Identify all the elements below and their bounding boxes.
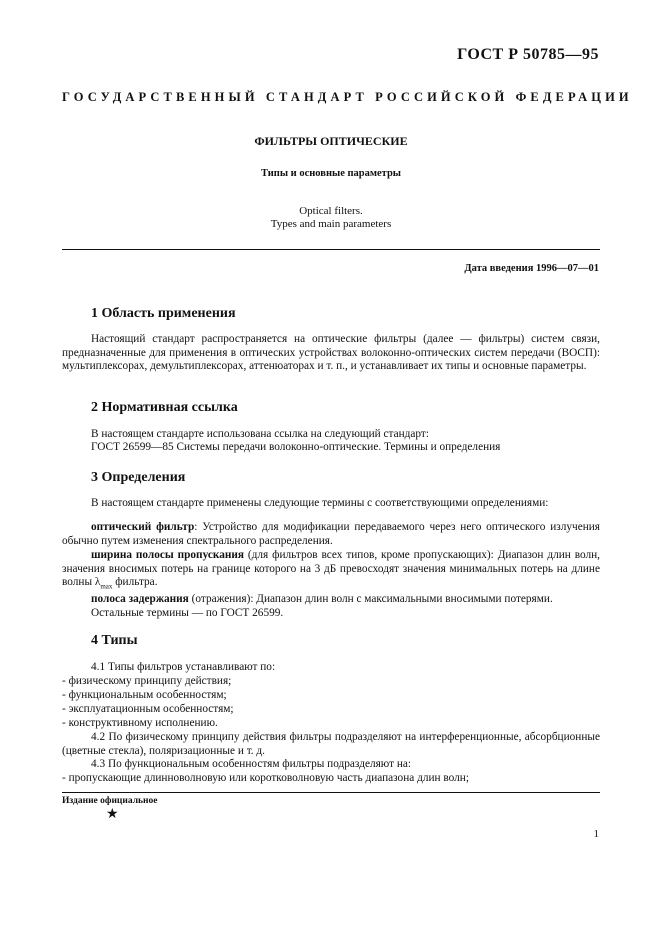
document-title: ФИЛЬТРЫ ОПТИЧЕСКИЕ <box>254 134 408 148</box>
definition-optical-filter: оптический фильтр: Устройство для модификации передаваемого через него оптического излучения обычно путем изменения спектрального распределения. <box>62 521 600 547</box>
english-title <box>62 205 600 231</box>
section-2-line-2: ГОСТ 26599—85 Системы передачи волоконно-оптические. Термины и определения <box>91 441 501 453</box>
other-terms: Остальные термины — по ГОСТ 26599. <box>91 607 284 619</box>
list-item: - пропускающие длинноволновую или коротковолновую часть диапазона длин волн; <box>62 772 469 784</box>
definition-bandwidth: ширина полосы пропускания (для фильтров всех типов, кроме пропускающих): Диапазон длин волн, значения вносимых потерь на границе которого на 3 дБ превосходят значения минимальных потерь на длине волны $\lambda_{max}$ фильтра. <box>62 549 600 591</box>
definition-stopband: полоса задержания (отражения): Диапазон длин волн с максимальными вносимыми потерями. <box>91 593 553 605</box>
header-divider <box>62 249 600 250</box>
para-4-1: 4.1 Типы фильтров устанавливают по: <box>91 661 276 673</box>
english-title-line-1: Optical filters. <box>299 205 363 217</box>
list-item: - физическому принципу действия; <box>62 675 232 687</box>
footer-divider <box>62 792 600 793</box>
list-item: - эксплуатационным особенностям; <box>62 703 234 715</box>
document-code: ГОСТ Р 50785—95 <box>457 46 599 63</box>
section-3-intro: В настоящем стандарте применены следующие термины с соответствующими определениями: <box>91 497 549 509</box>
section-1-text: Настоящий стандарт распространяется на оптические фильтры (далее — фильтры) систем связи, предназначенные для применения в оптических устройствах волоконно-оптических систем передачи (ВОСП): мультиплексорах, демультиплексорах, аттенюаторах и т. п., и устанавливает их типы и основные параметры. <box>62 333 600 373</box>
page-number: 1 <box>593 828 599 840</box>
term-bandwidth: ширина полосы пропускания <box>91 549 245 561</box>
para-4-3: 4.3 По функциональным особенностям фильтры подразделяют на: <box>91 758 412 770</box>
section-2-line-1: В настоящем стандарте использована ссылка на следующий стандарт: <box>91 428 429 440</box>
section-2-heading: 2 Нормативная ссылка <box>91 400 238 415</box>
document-subtitle: Типы и основные параметры <box>260 168 402 179</box>
term-optical-filter: оптический фильтр <box>91 521 195 533</box>
term-stopband: полоса задержания <box>91 593 189 605</box>
section-3-heading: 3 Определения <box>91 470 186 485</box>
para-4-2: 4.2 По физическому принципу действия фильтры подразделяют на интерференционные, абсорбционные (цветные стекла), поляризационные и т. д. <box>62 731 600 757</box>
effective-date: Дата введения 1996—07—01 <box>464 263 599 274</box>
section-4-heading: 4 Типы <box>91 633 138 648</box>
section-1-heading: 1 Область применения <box>91 306 236 321</box>
state-standard-heading: ГОСУДАРСТВЕННЫЙ СТАНДАРТ РОССИЙСКОЙ ФЕДЕРАЦИИ <box>62 90 633 104</box>
english-title-line-2: Types and main parameters <box>270 218 392 230</box>
star-icon: ★ <box>106 807 119 822</box>
list-item: - конструктивному исполнению. <box>62 717 218 729</box>
edition-label: Издание официальное <box>62 796 158 806</box>
list-item: - функциональным особенностям; <box>62 689 227 701</box>
